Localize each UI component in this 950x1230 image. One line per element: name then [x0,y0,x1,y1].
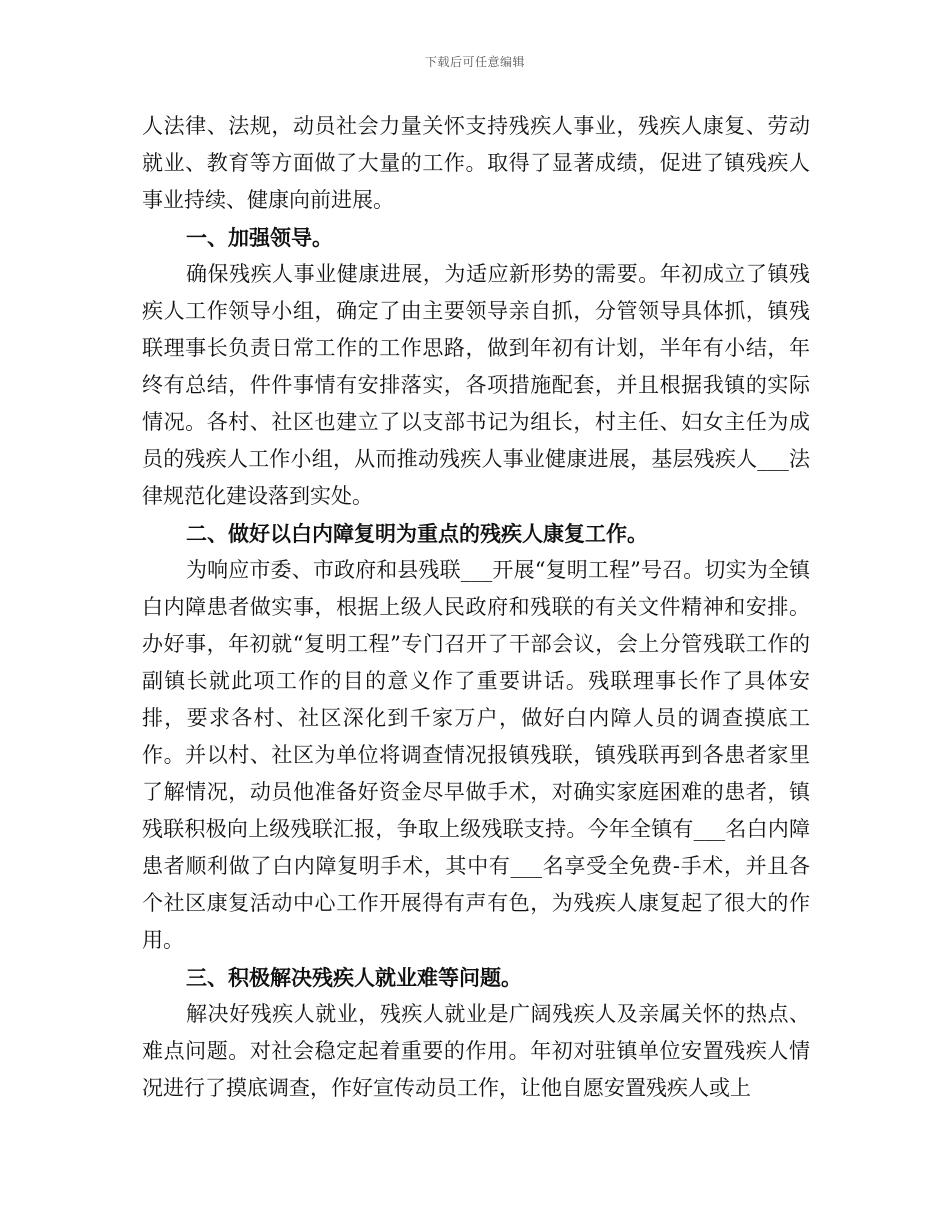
page-header: 下载后可任意编辑 [424,55,525,69]
section-heading-3: 三、积极解决残疾人就业难等问题。 [186,965,522,990]
section-heading-2: 二、做好以白内障复明为重点的残疾人康复工作。 [186,521,648,546]
paragraph-section-3: 解决好残疾人就业，残疾人就业是广阔残疾人及亲属关怀的热点、难点问题。对社会稳定起着重要的作用。年初对驻镇单位安置残疾人情况进行了摸底调查，作好宣传动员工作，让他自愿安置残疾人或上 [142,1002,810,1100]
paragraph-section-1: 确保残疾人事业健康进展，为适应新形势的需要。年初成立了镇残疾人工作领导小组，确定了由主要领导亲自抓，分管领导具体抓，镇残联理事长负责日常工作的工作思路，做到年初有计划，半年有小结，年终有总结，件件事情有安排落实，各项措施配套，并且根据我镇的实际情况。各村、社区也建立了以支部书记为组长，村主任、妇女主任为成员的残疾人工作小组，从而推动残疾人事业健康进展，基层残疾人___法律规范化建设落到实处。 [142,262,810,508]
paragraph-intro: 人法律、法规，动员社会力量关怀支持残疾人事业，残疾人康复、劳动就业、教育等方面做了大量的工作。取得了显著成绩，促进了镇残疾人事业持续、健康向前进展。 [142,114,810,212]
document-body [142,108,810,1107]
paragraph-section-2: 为响应市委、市政府和县残联___开展“复明工程”号召。切实为全镇白内障患者做实事，根据上级人民政府和残联的有关文件精神和安排。办好事，年初就“复明工程”专门召开了干部会议，会上分管残联工作的副镇长就此项工作的目的意义作了重要讲话。残联理事长作了具体安排，要求各村、社区深化到千家万户，做好白内障人员的调查摸底工作。并以村、社区为单位将调查情况报镇残联，镇残联再到各患者家里了解情况，动员他准备好资金尽早做手术，对确实家庭困难的患者，镇残联积极向上级残联汇报，争取上级残联支持。今年全镇有___名白内障患者顺利做了白内障复明手术，其中有___名享受全免费-手术，并且各个社区康复活动中心工作开展得有声有色，为残疾人康复起了很大的作用。 [142,558,810,952]
section-heading-1: 一、加强领导。 [186,225,333,250]
